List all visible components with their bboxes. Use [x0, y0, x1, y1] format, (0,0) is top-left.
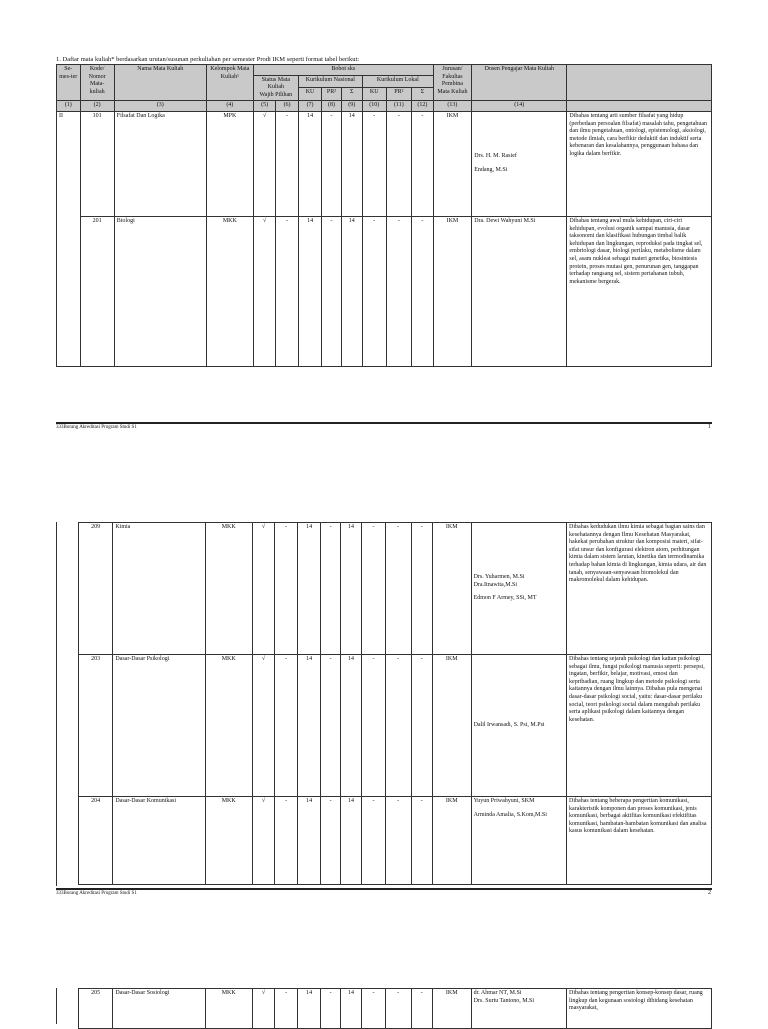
dosen-name: dr. Ahmar NT, M.Si: [473, 990, 522, 996]
desc-cell: Dibahas tentang pengertian konsep-konsep dasar, ruang lingkup dan kegunaan sosiologi dibidang kesehatan masyarakat,: [567, 989, 712, 1029]
header-sigma: Σ: [341, 88, 362, 101]
desc-cell: Dibahas tentang awal mula kehidupan, ciri-ciri kehidupan, evolusi organik sampai manusia, dasar taksonomi dan klasifikasi hubungan timbal balik kehidupan dan lingkungan, reproduksi pada tingkat sel, embriologi dasar, biologi perilaku, metabolisme dalam sel, asam nukleat sebagai materi genetika, biosintesis protein, proses mutasi gen, penurunan gen, tanggapan terhadap rangsang sel, sistem pertahanan tubuh, mekanisme bergerak.: [567, 216, 712, 366]
footer-rule: [56, 422, 712, 424]
header-jurusan: Jurusan/ Fakultas Pembina Mata Kuliah: [433, 65, 472, 101]
colnum: (9): [341, 101, 362, 112]
sigma-cell: 14: [340, 523, 361, 655]
wajib-cell: √: [252, 523, 275, 655]
dosen-name: Arminda Amalia, S.Kom,M.Si: [473, 811, 547, 818]
header-kurlok: Kurikulum Lokal: [362, 75, 433, 88]
header-blank: [567, 65, 712, 101]
desc-cell: Dibahas tentang sejarah psikologi dan kaitan psikologi sebagai ilmu, fungsi psikologi manusia seperti: persepsi, ingatan, berfikir, belajar, motivasi, emosi dan kepribadian, ruang lingkup dan metode psikologi serta kaitannya dengan ilmu lainnya. Dibahas pula mengenai dasar-dasar psikologi social, yaitu: dasar-dasar perilaku social, teori psikologi social dalam mengubah perilaku serta aplikasi psikologi dalam kaitannya dengan kesehatan.: [567, 655, 712, 797]
lsigma-cell: -: [411, 655, 432, 797]
lsigma-cell: -: [411, 523, 432, 655]
lsigma-cell: -: [412, 111, 434, 216]
kode-cell: 204: [79, 797, 113, 885]
semester-cell: II: [57, 111, 81, 366]
course-table-page3: [78, 988, 712, 1029]
header-bobot: Bobot sks: [253, 65, 433, 76]
pilihan-cell: -: [275, 655, 298, 797]
header-status-label: Status Mata Kuliah: [261, 76, 291, 91]
jurusan-cell: IKM: [432, 989, 471, 1029]
dosen-name: Edmon F Armey, SSi, MT: [473, 595, 537, 602]
pr-cell: -: [321, 989, 340, 1029]
dosen-name: Yuyun Priwahyuni, SKM: [473, 798, 535, 804]
header-lku: KU: [362, 88, 386, 101]
colnum: (10): [362, 101, 386, 112]
lku-cell: -: [362, 523, 386, 655]
lpr-cell: -: [385, 989, 411, 1029]
semester-column-line: [56, 988, 57, 1024]
lku-cell: -: [362, 216, 386, 366]
dosen-name: Drs. Yuharmen, M.Si: [473, 574, 525, 581]
ku-cell: 14: [297, 989, 321, 1029]
kelompok-cell: MKK: [205, 989, 252, 1029]
kelompok-cell: MKK: [206, 216, 253, 366]
desc-cell: Dibahas tentang beberapa pengertian komunikasi, karakteristik komponen dan proses komunikasi, jenis komunikasi, berbagai aktifitas komunikasi efektifitas komunikasi, hambatan-hambatan komunikasi dan analisa kasus komunikasi dalam kesehatan.: [567, 797, 712, 885]
colnum: (6): [276, 101, 298, 112]
colnum: (12): [412, 101, 434, 112]
page-number: 2: [708, 890, 711, 896]
lpr-cell: -: [386, 111, 412, 216]
jurusan-cell: IKM: [432, 797, 471, 885]
colnum: (13): [433, 101, 472, 112]
course-table-page1: [56, 64, 712, 367]
header-nama: Nama Mata Kuliah: [114, 65, 206, 101]
header-dosen: Dosen Pengajar Mata Kuliah: [472, 65, 567, 101]
table-row: [79, 797, 712, 885]
lsigma-cell: -: [411, 989, 432, 1029]
header-status: [253, 75, 298, 101]
colnum-blank: [567, 101, 712, 112]
lku-cell: -: [362, 797, 386, 885]
jurusan-cell: IKM: [433, 111, 472, 216]
header-kurnas: Kurikulum Nasional: [298, 75, 362, 88]
pr-cell: -: [321, 655, 340, 797]
header-ku: KU: [298, 88, 322, 101]
desc-cell: Dibahas tentang arti sumber filsafat yang hidup (perbedaan persoalan filsafat) masalah tahu, pengetahuan dan ilmu pengetahuan, ontologi, epistemologi, aksiologi, metode ilmiah, cara berfikir deduktif dan induktif serta kebenaran dan kesalahannya, penggunaan bahasa dan logika dalam berfikir.: [567, 111, 712, 216]
dosen-cell: [472, 111, 567, 216]
lku-cell: -: [362, 989, 386, 1029]
nama-cell: Kimia: [113, 523, 205, 655]
header-semester: Se-mes-ter: [57, 65, 81, 101]
lku-cell: -: [362, 111, 386, 216]
sigma-cell: 14: [340, 655, 361, 797]
header-kelompok: Kelompok Mata Kuliah¹: [206, 65, 253, 101]
ku-cell: 14: [297, 523, 321, 655]
pr-cell: -: [321, 523, 340, 655]
header-pr: PR²: [322, 88, 341, 101]
kode-cell: 209: [79, 523, 113, 655]
dosen-cell: [471, 797, 566, 885]
ku-cell: 14: [298, 216, 322, 366]
pilihan-cell: -: [275, 797, 298, 885]
pr-cell: -: [322, 216, 341, 366]
dosen-name: Dra.Itnawita,M.Si: [473, 581, 518, 588]
table-row: [57, 111, 712, 216]
colnum: (2): [80, 101, 114, 112]
nama-cell: Dasar-Dasar Psikologi: [113, 655, 205, 797]
course-table-page2: [78, 522, 712, 885]
kode-cell: 205: [79, 989, 113, 1029]
header-wajib: Wajib: [259, 91, 274, 98]
intro-text: 1. Daftar mata kuliah* berdasarkan urutan/susunan perkuliahan per semester Prodi IKM seperti format tabel berikut:: [56, 56, 360, 63]
colnum: (4): [206, 101, 253, 112]
pr-cell: -: [321, 797, 340, 885]
dosen-cell: Dra. Dewi Wahyuni M.Si: [472, 216, 567, 366]
table-row: [79, 523, 712, 655]
colnum: (7): [298, 101, 322, 112]
lpr-cell: -: [385, 655, 411, 797]
pilihan-cell: -: [276, 111, 298, 216]
sigma-cell: 14: [340, 989, 361, 1029]
header-lpr: PR²: [386, 88, 412, 101]
kelompok-cell: MKK: [205, 655, 252, 797]
header-lsigma: Σ: [412, 88, 434, 101]
dosen-cell: [471, 523, 566, 655]
dosen-name: Drs. H. M. Rasief: [474, 153, 517, 160]
dosen-name: Drs. Surtu Tantono, M.Si: [473, 997, 535, 1004]
nama-cell: Dasar-Dasar Komunikasi: [113, 797, 205, 885]
ku-cell: 14: [297, 797, 321, 885]
jurusan-cell: IKM: [432, 523, 471, 655]
colnum: (14): [472, 101, 567, 112]
kelompok-cell: MKK: [205, 797, 252, 885]
wajib-cell: √: [252, 797, 275, 885]
footer-text: 333Borang Akreditasi Program Studi S1: [56, 425, 137, 430]
page-number: 1: [708, 424, 711, 430]
colnum: (1): [57, 101, 81, 112]
wajib-cell: √: [252, 655, 275, 797]
pr-cell: -: [322, 111, 341, 216]
dosen-cell: [471, 989, 566, 1029]
kelompok-cell: MPK: [206, 111, 253, 216]
kode-cell: 203: [79, 655, 113, 797]
colnum: (5): [253, 101, 275, 112]
lpr-cell: -: [385, 797, 411, 885]
desc-cell: Dibahas kedudukan ilmu kimia sebagai bagian sains dan kesehatannya dengan Ilmu Kesehatan Masyarakat, hakekat perubahan struktur dan komposisi materi, sifat-sifat unsur dan konfigurasi elektron atom, perhitungan kimia dalam sistem larutan, kinetika dan termodinamika terhadap bahan kimia di lingkungan, kimia udara, air dan tanah, senyawaan-senyawaan biomolekul dan makromolekul dalam kehidupan.: [567, 523, 712, 655]
pilihan-cell: -: [275, 523, 298, 655]
dosen-cell: Dalil Irwansadi, S. Psi, M.Psi: [471, 655, 566, 797]
header-pilihan: Pilihan: [275, 91, 293, 98]
header-kode: Kode/ Nomor Mata-kuliah: [80, 65, 114, 101]
kelompok-cell: MKK: [205, 523, 252, 655]
lku-cell: -: [362, 655, 386, 797]
kode-cell: 101: [80, 111, 114, 216]
table-row: [79, 989, 712, 1029]
nama-cell: Filsafat Dan Logika: [114, 111, 206, 216]
jurusan-cell: IKM: [433, 216, 472, 366]
pilihan-cell: -: [276, 216, 298, 366]
pilihan-cell: -: [275, 989, 298, 1029]
nama-cell: Biologi: [114, 216, 206, 366]
ku-cell: 14: [297, 655, 321, 797]
sigma-cell: 14: [340, 797, 361, 885]
semester-column-line: [56, 522, 57, 886]
wajib-cell: √: [252, 989, 275, 1029]
sigma-cell: 14: [341, 111, 362, 216]
footer-rule: [56, 888, 712, 890]
lpr-cell: -: [386, 216, 412, 366]
table-row: [57, 216, 712, 366]
dosen-name: Endang, M.Si: [474, 166, 508, 173]
kode-cell: 201: [80, 216, 114, 366]
table-row: [79, 655, 712, 797]
jurusan-cell: IKM: [432, 655, 471, 797]
sigma-cell: 14: [341, 216, 362, 366]
lpr-cell: -: [385, 523, 411, 655]
nama-cell: Dasar-Dasar Sosiologi: [113, 989, 205, 1029]
colnum: (11): [386, 101, 412, 112]
wajib-cell: √: [253, 216, 275, 366]
footer-text: 333Borang Akreditasi Program Studi S1: [56, 891, 137, 896]
lsigma-cell: -: [411, 797, 432, 885]
wajib-cell: √: [253, 111, 275, 216]
lsigma-cell: -: [412, 216, 434, 366]
colnum: (3): [114, 101, 206, 112]
ku-cell: 14: [298, 111, 322, 216]
colnum: (8): [322, 101, 341, 112]
